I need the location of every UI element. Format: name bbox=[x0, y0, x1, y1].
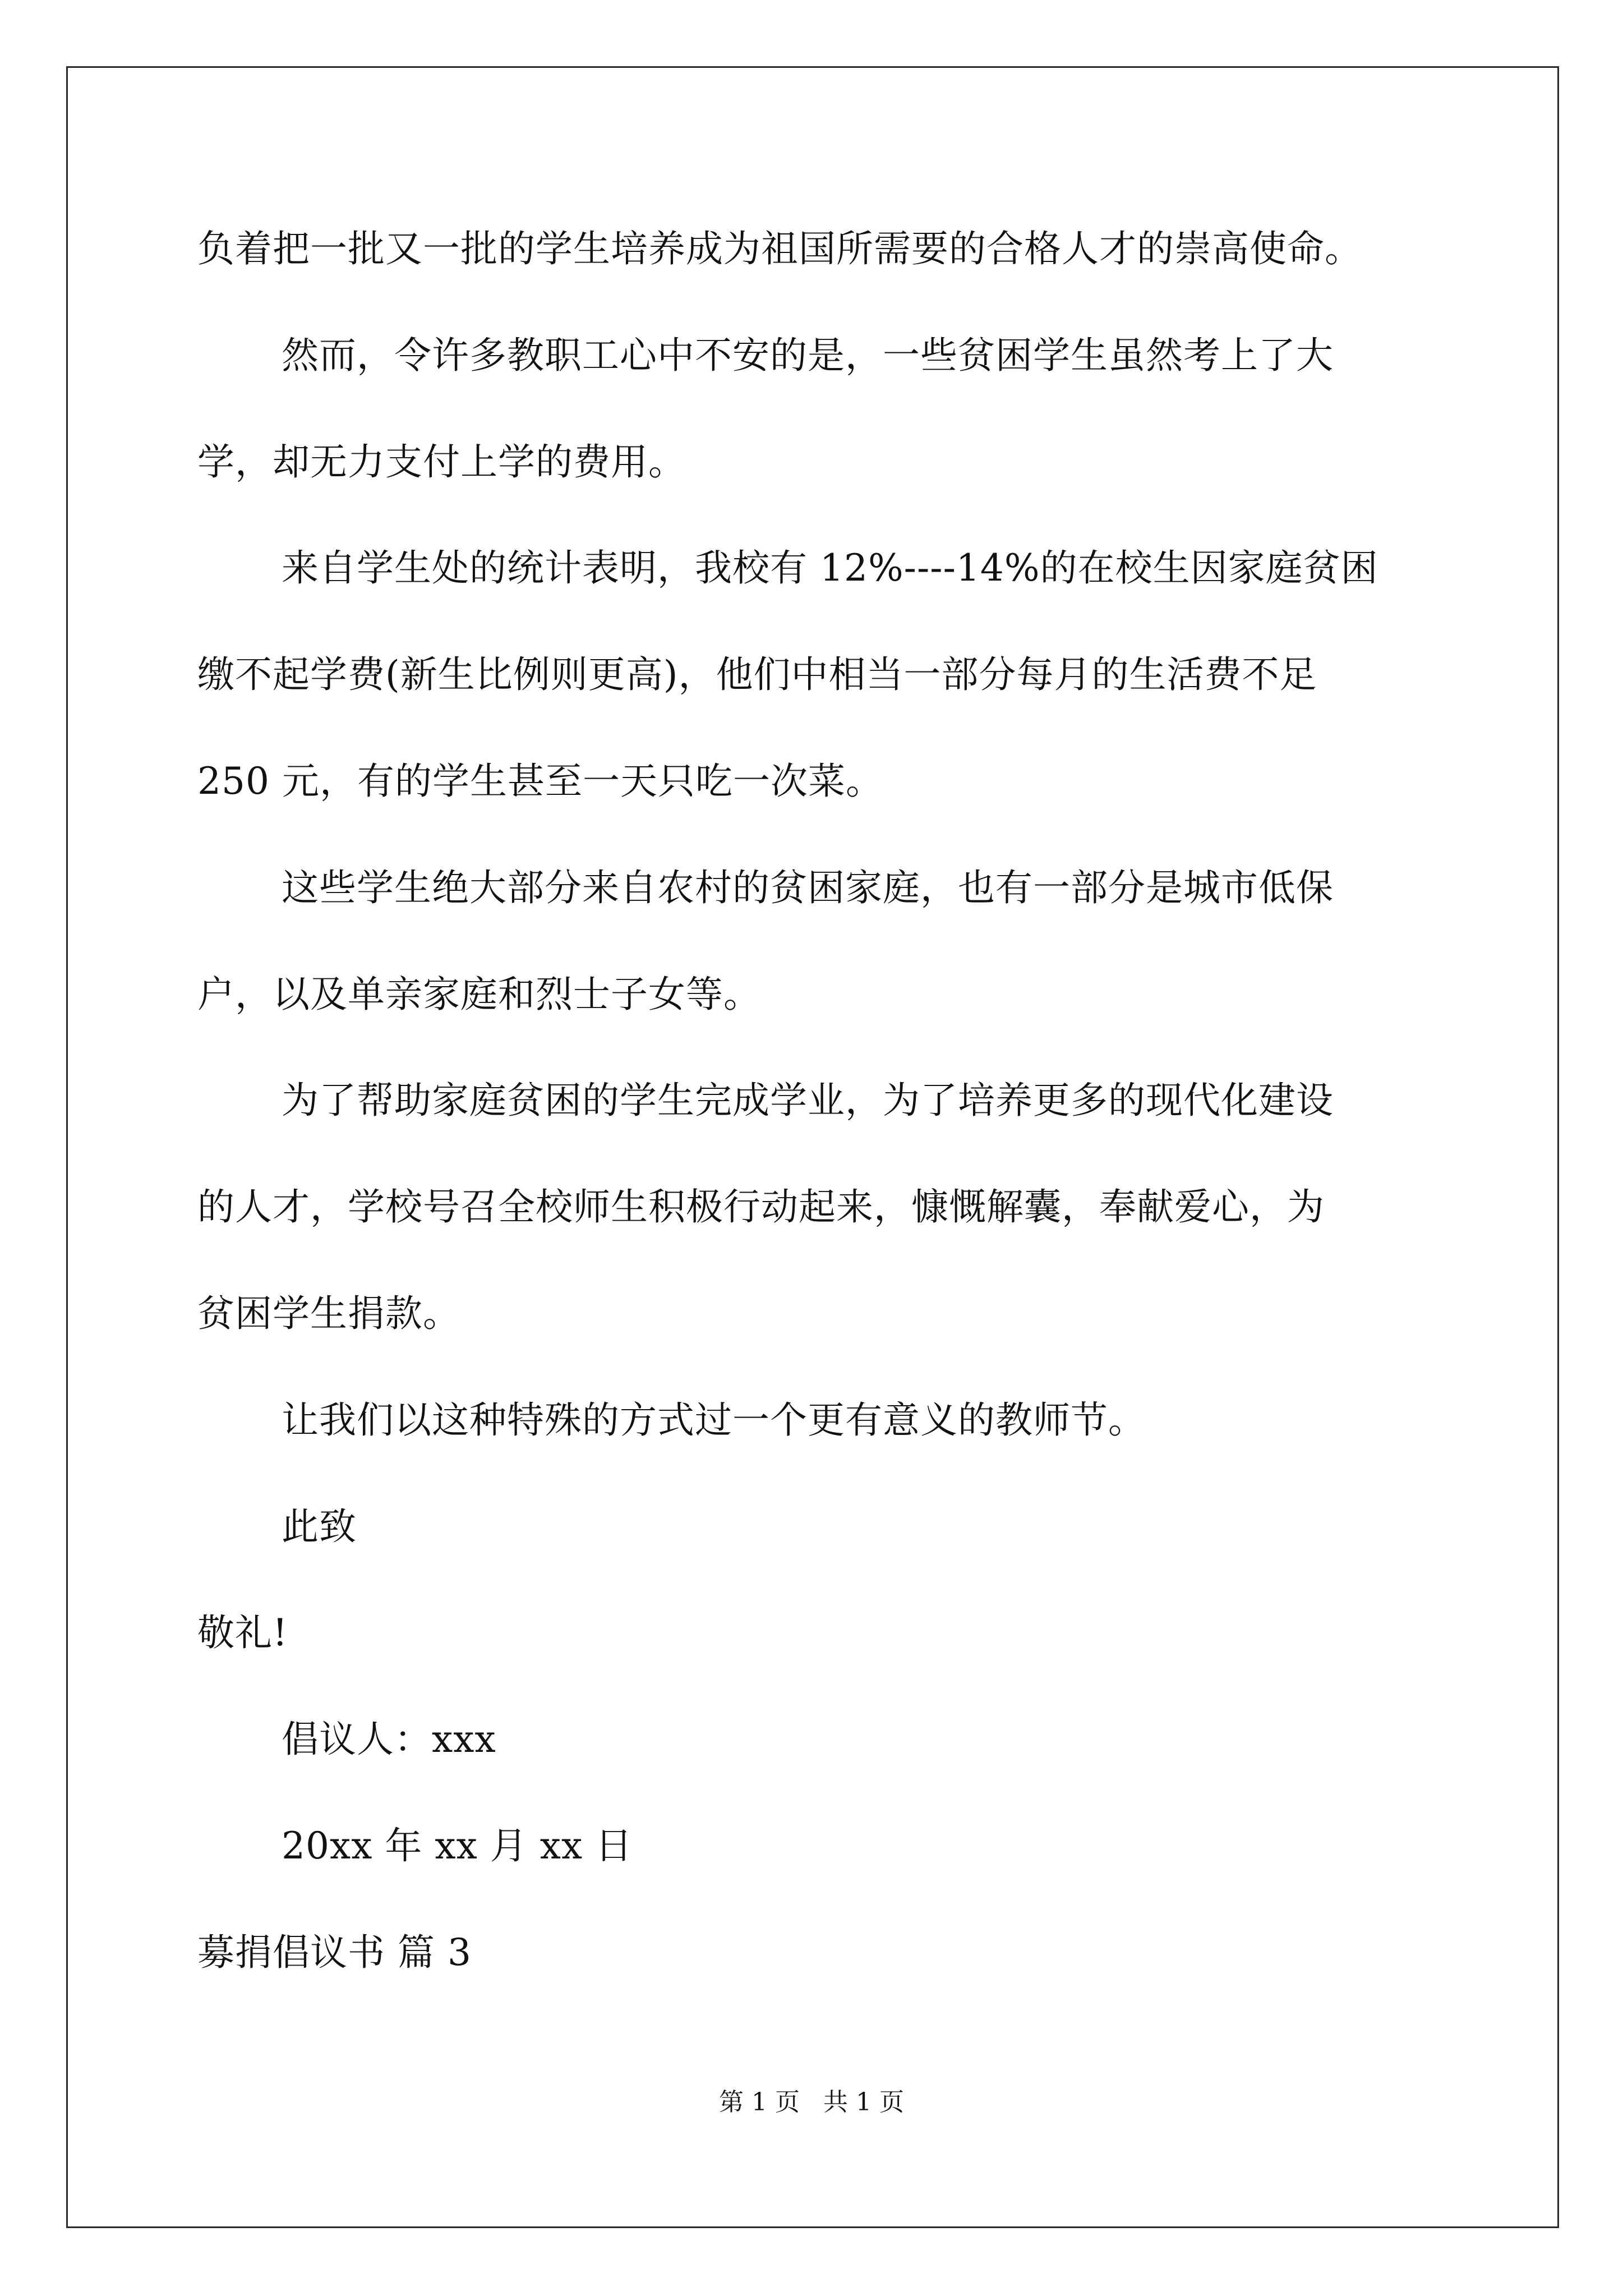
text-line: 这些学生绝大部分来自农村的贫困家庭，也有一部分是城市低保 bbox=[282, 866, 1334, 909]
salutation-line: 敬礼! bbox=[197, 1611, 288, 1654]
text-line: 负着把一批又一批的学生培养成为祖国所需要的合格人才的崇高使命。 bbox=[197, 227, 1362, 270]
date-line: 20xx 年 xx 月 xx 日 bbox=[282, 1824, 633, 1867]
text-line: 来自学生处的统计表明，我校有 12%----14%的在校生因家庭贫困 bbox=[282, 546, 1378, 590]
text-line: 的人才，学校号召全校师生积极行动起来，慷慨解囊，奉献爱心，为 bbox=[197, 1185, 1325, 1228]
text-line: 让我们以这种特殊的方式过一个更有意义的教师节。 bbox=[282, 1398, 1146, 1442]
text-line: 户，以及单亲家庭和烈士子女等。 bbox=[197, 973, 761, 1016]
signatory-line: 倡议人：xxx bbox=[282, 1718, 496, 1761]
text-line: 250 元，有的学生甚至一天只吃一次菜。 bbox=[197, 760, 883, 803]
text-line: 为了帮助家庭贫困的学生完成学业，为了培养更多的现代化建设 bbox=[282, 1079, 1334, 1122]
page-border bbox=[66, 66, 1559, 2228]
page-number: 第 1 页 bbox=[719, 2088, 800, 2116]
text-line: 缴不起学费(新生比例则更高)，他们中相当一部分每月的生活费不足 bbox=[197, 653, 1317, 696]
text-line: 然而，令许多教职工心中不安的是，一些贫困学生虽然考上了大 bbox=[282, 334, 1334, 377]
section-heading: 募捐倡议书 篇 3 bbox=[197, 1931, 472, 1974]
page-total: 共 1 页 bbox=[823, 2088, 904, 2116]
page-footer bbox=[0, 2087, 1623, 2118]
text-line: 学，却无力支付上学的费用。 bbox=[197, 440, 686, 484]
text-line: 贫困学生捐款。 bbox=[197, 1292, 460, 1335]
salutation-line: 此致 bbox=[282, 1505, 357, 1548]
